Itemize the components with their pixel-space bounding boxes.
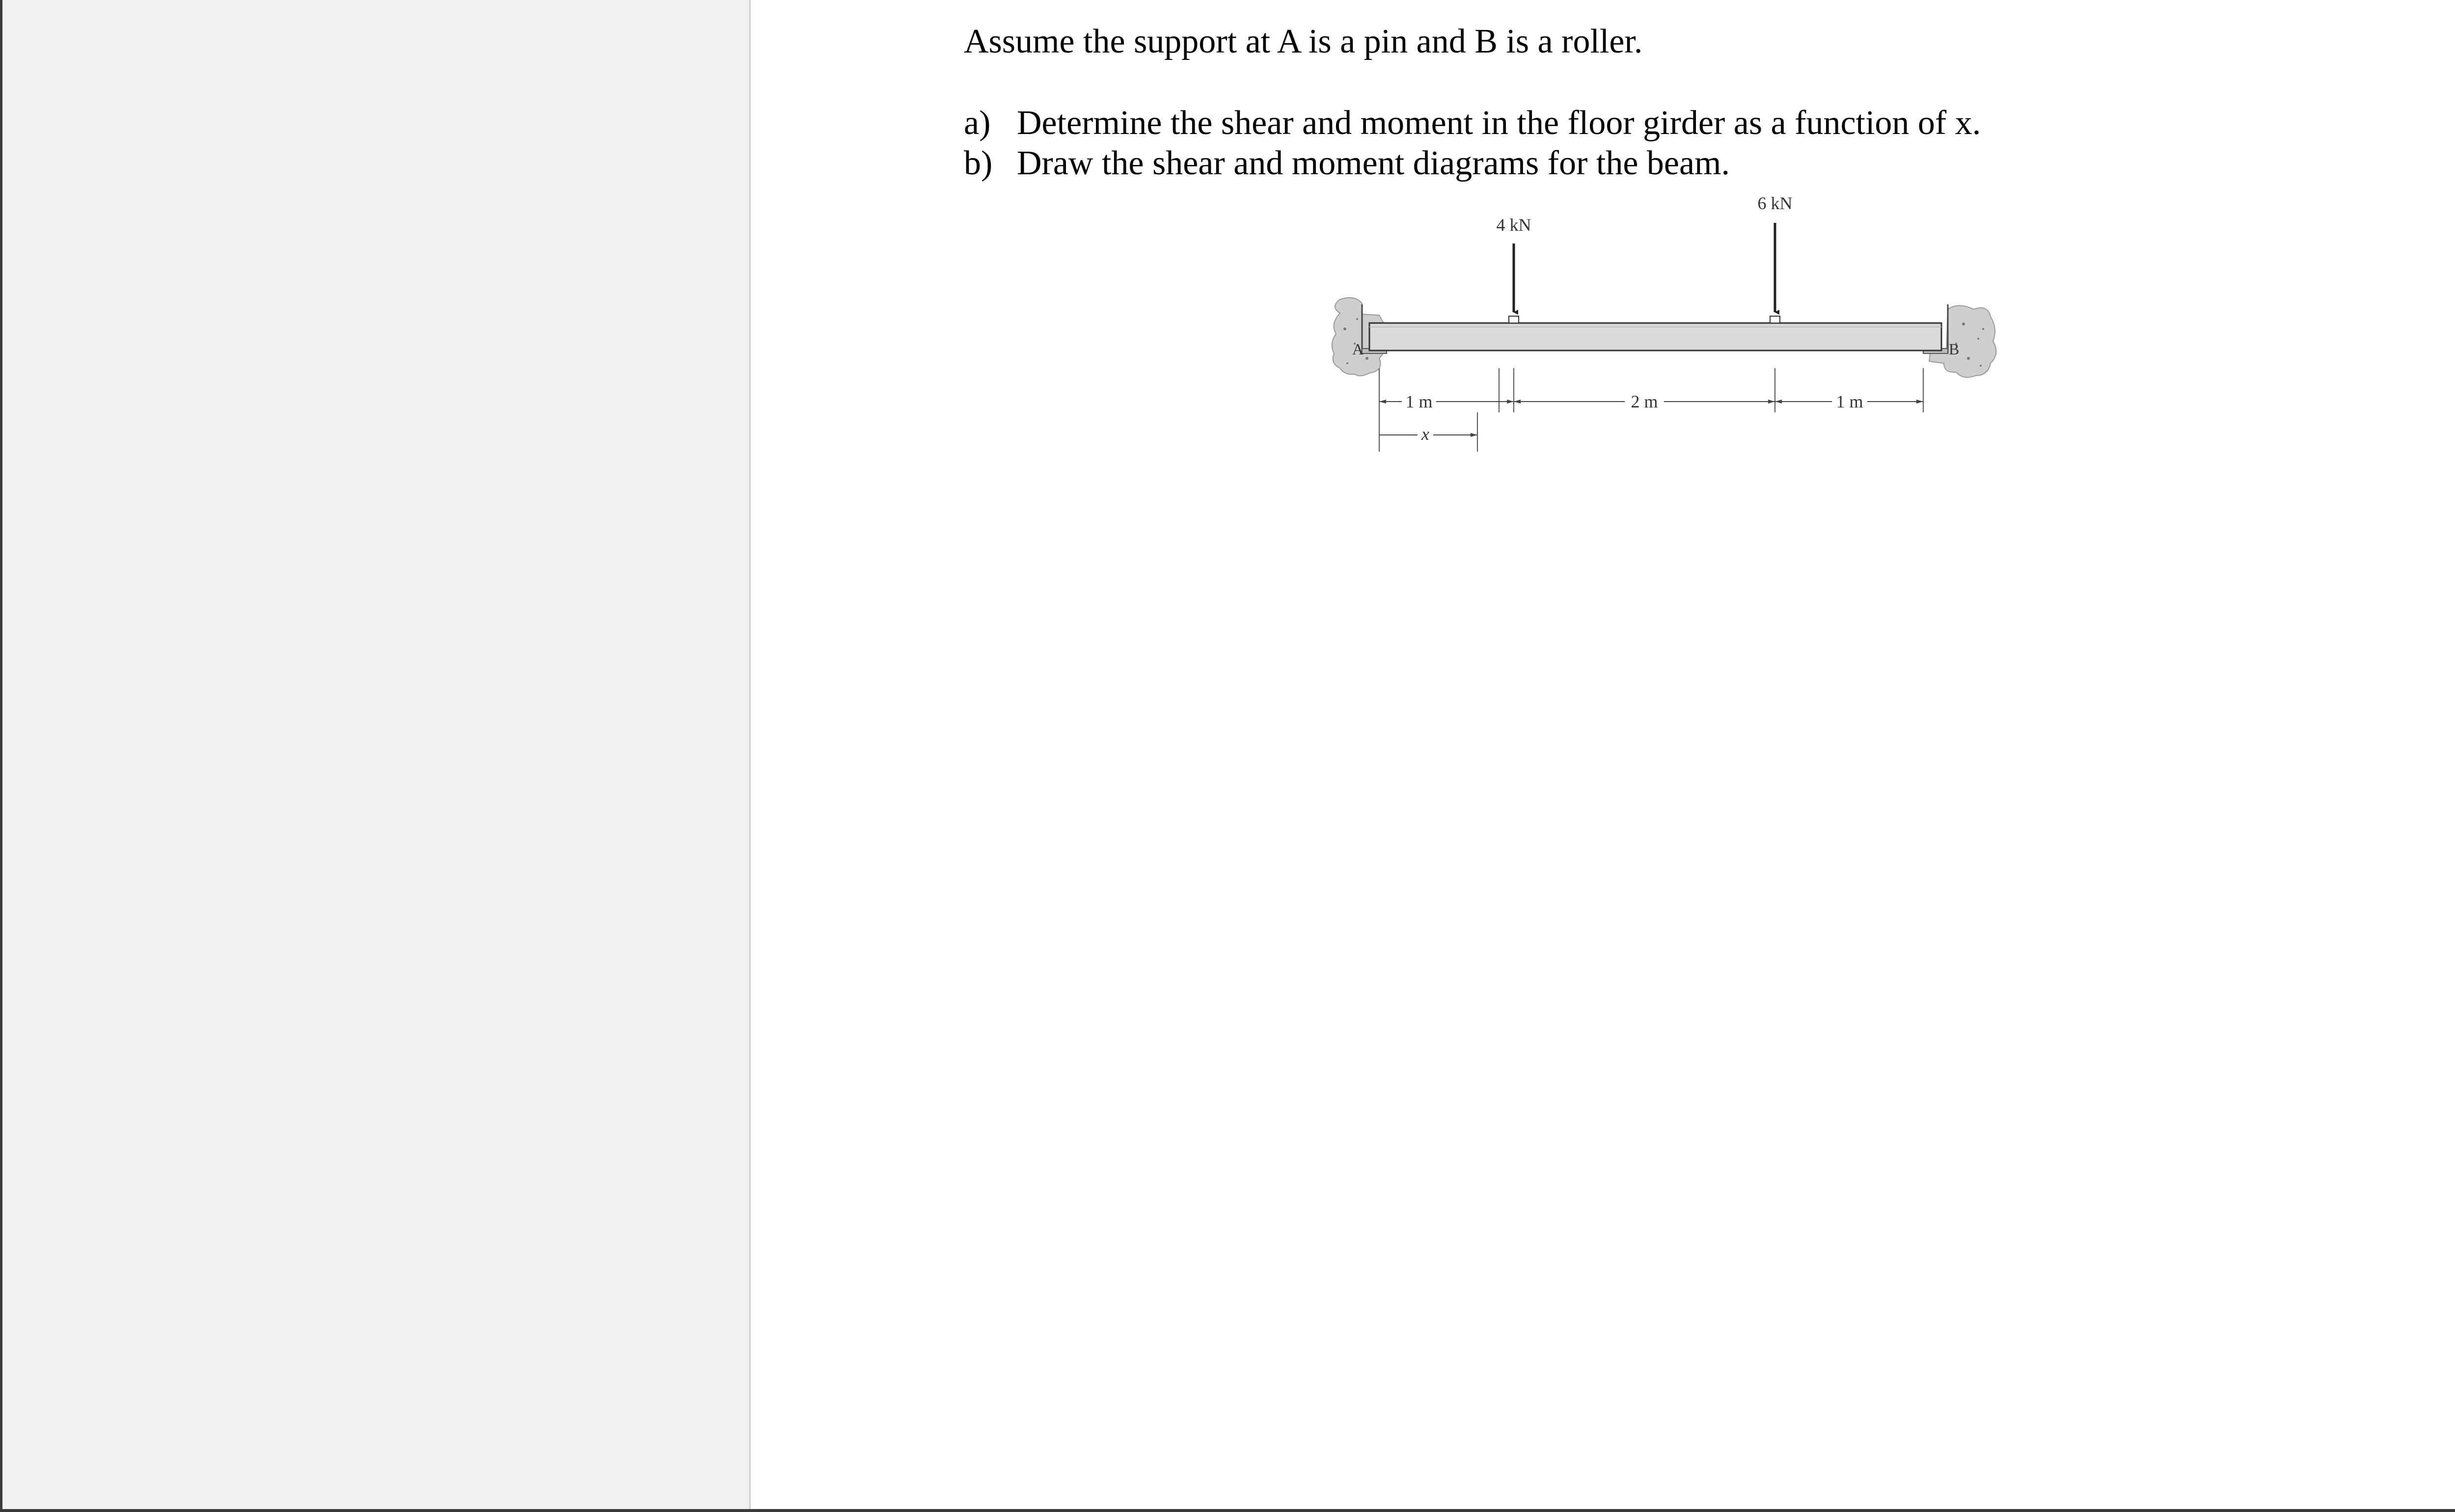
beam-diagram — [1310, 182, 1998, 486]
dimension-x — [1379, 424, 1477, 444]
beam-figure — [1310, 182, 1998, 488]
dimension-1m-right — [1775, 392, 1923, 411]
question-a-text: Determine the shear and moment in the floor girder as a function of x. — [1017, 104, 1981, 142]
bottom-edge — [0, 1509, 2455, 1512]
load-4kn-label: 4 kN — [1496, 215, 1531, 235]
load-6kn-label: 6 kN — [1757, 193, 1793, 213]
question-a-marker: a) — [964, 104, 991, 142]
question-a — [964, 106, 1981, 140]
dimension-1m-left — [1379, 392, 1514, 411]
dimension-2m — [1514, 392, 1775, 411]
support-a-label: A — [1352, 340, 1364, 358]
variable-x-label: x — [1421, 424, 1429, 444]
intro-paragraph: Assume the support at A is a pin and B is a roller. — [964, 23, 1643, 60]
question-b-text: Draw the shear and moment diagrams for the beam. — [1017, 144, 1730, 182]
support-b-label: B — [1949, 340, 1960, 358]
dimension-1m-left-label: 1 m — [1405, 392, 1433, 411]
document-page — [749, 0, 2455, 1512]
load-6kn — [1758, 193, 1793, 323]
load-4kn — [1497, 215, 1531, 323]
question-b-marker: b) — [964, 144, 993, 182]
left-gutter — [0, 0, 750, 1512]
question-b — [964, 146, 1730, 181]
window-edge — [0, 0, 2, 1512]
dimension-1m-right-label: 1 m — [1836, 392, 1863, 411]
dimension-2m-label: 2 m — [1631, 392, 1658, 411]
